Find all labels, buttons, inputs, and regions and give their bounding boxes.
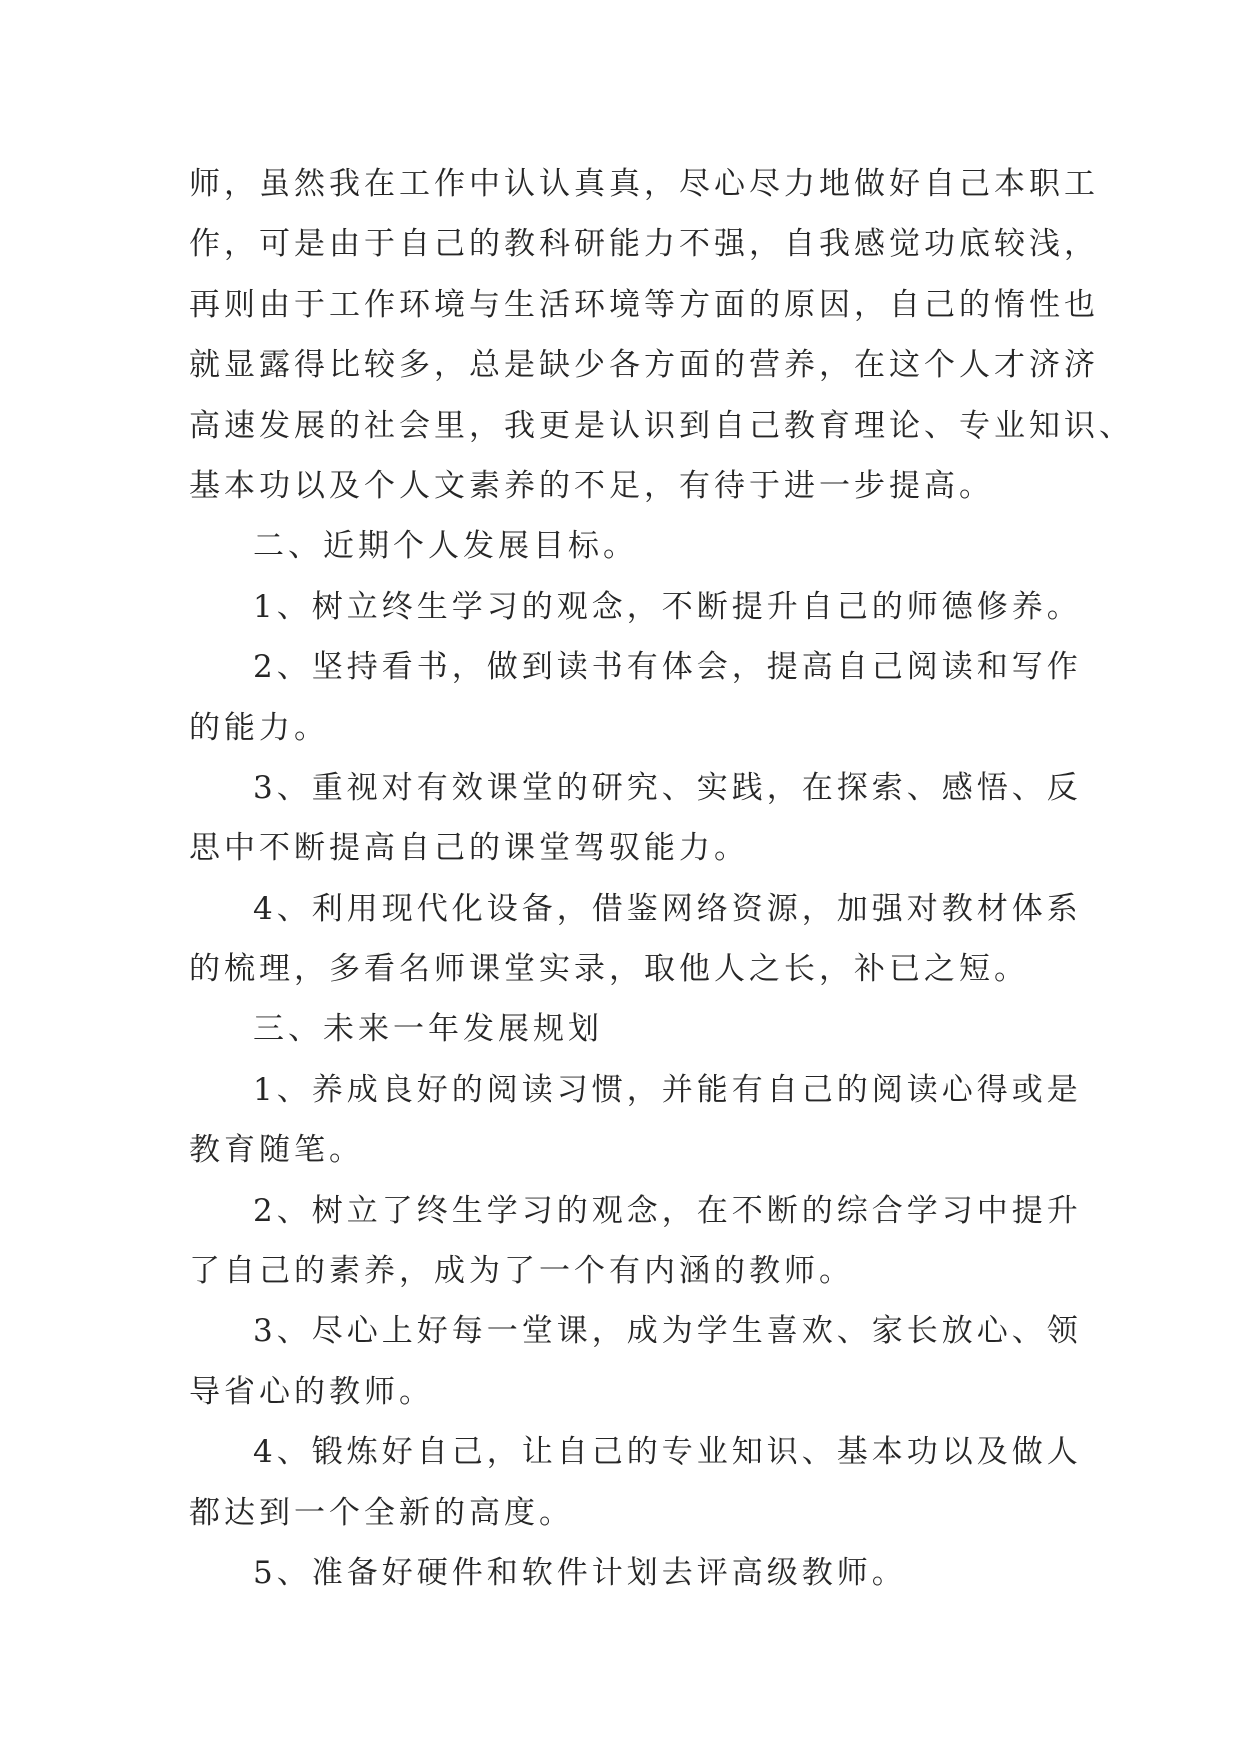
text-line: 的能力。 — [189, 709, 329, 746]
section-heading: 二、近期个人发展目标。 — [253, 528, 638, 565]
list-item: 1、树立终生学习的观念，不断提升自己的师德修养。 — [253, 588, 1082, 625]
list-item: 3、重视对有效课堂的研究、实践，在探索、感悟、反 — [253, 769, 1082, 806]
list-item: 4、利用现代化设备，借鉴网络资源，加强对教材体系 — [253, 890, 1082, 927]
list-item: 4、锻炼好自己，让自己的专业知识、基本功以及做人 — [253, 1434, 1082, 1471]
text-line: 都达到一个全新的高度。 — [189, 1494, 574, 1531]
text-line: 师，虽然我在工作中认认真真，尽心尽力地做好自己本职工 — [189, 166, 1099, 202]
text-line: 再则由于工作环境与生活环境等方面的原因，自己的惰性也 — [189, 286, 1099, 323]
text-line: 作，可是由于自己的教科研能力不强，自我感觉功底较浅， — [189, 226, 1099, 263]
text-line: 基本功以及个人文素养的不足，有待于进一步提高。 — [189, 467, 994, 504]
section-heading: 三、未来一年发展规划 — [253, 1011, 603, 1048]
text-line: 高速发展的社会里，我更是认识到自己教育理论、专业知识、 — [189, 407, 1134, 444]
text-line: 导省心的教师。 — [189, 1373, 434, 1410]
list-item: 2、树立了终生学习的观念，在不断的综合学习中提升 — [253, 1192, 1082, 1229]
list-item: 5、准备好硬件和软件计划去评高级教师。 — [253, 1554, 907, 1591]
list-item: 2、坚持看书，做到读书有体会，提高自己阅读和写作 — [253, 649, 1082, 686]
text-line: 思中不断提高自己的课堂驾驭能力。 — [189, 830, 749, 867]
text-line: 教育随笔。 — [189, 1132, 364, 1169]
list-item: 1、养成良好的阅读习惯，并能有自己的阅读心得或是 — [253, 1071, 1082, 1108]
list-item: 3、尽心上好每一堂课，成为学生喜欢、家长放心、领 — [253, 1313, 1082, 1350]
text-line: 的梳理，多看名师课堂实录，取他人之长，补已之短。 — [189, 951, 1029, 988]
text-line: 就显露得比较多，总是缺少各方面的营养，在这个人才济济 — [189, 347, 1099, 384]
text-line: 了自己的素养，成为了一个有内涵的教师。 — [189, 1253, 854, 1290]
document-body — [189, 154, 1134, 1603]
